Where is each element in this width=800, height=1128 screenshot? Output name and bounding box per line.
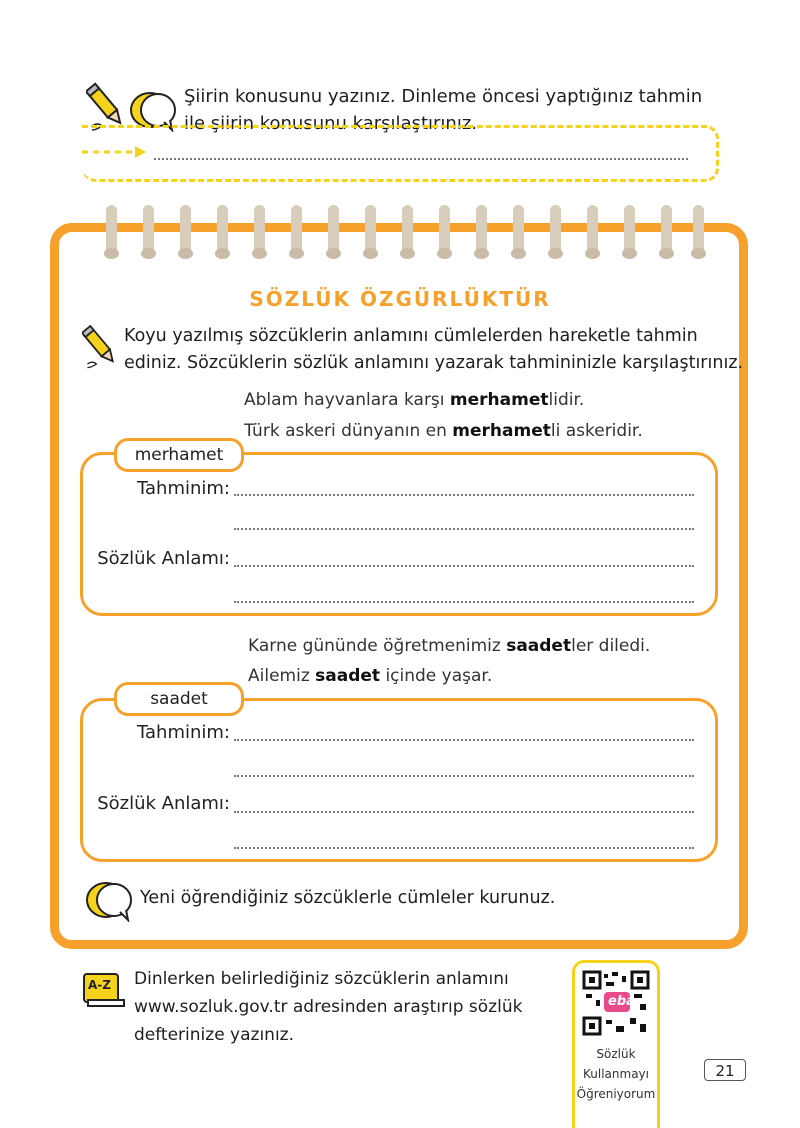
dictionary-line[interactable] — [234, 811, 694, 813]
example-sentence: Ablam hayvanlara karşı merhametlidir. — [244, 390, 585, 410]
guess-line[interactable] — [234, 494, 694, 496]
dictionary-line[interactable] — [234, 847, 694, 849]
pencil-icon — [82, 322, 118, 374]
section-instruction-line1: Koyu yazılmış sözcüklerin anlamını cümlelerden hareketle tahmin — [124, 326, 698, 346]
section-instruction-line2: ediniz. Sözcüklerin sözlük anlamını yazarak tahmininizle karşılaştırınız. — [124, 353, 744, 373]
page-number: 21 — [704, 1059, 746, 1081]
qr-caption-line3: Öğreniyorum — [576, 1087, 656, 1101]
qr-code-icon[interactable]: eba — [582, 970, 650, 1040]
dictionary-label: Sözlük Anlamı: — [97, 793, 230, 814]
top-task-line1: Şiirin konusunu yazınız. Dinleme öncesi yaptığınız tahmin — [184, 86, 703, 107]
word-tag: saadet — [114, 682, 244, 716]
example-sentence: Ailemiz saadet içinde yaşar. — [248, 666, 493, 686]
word-tag: merhamet — [114, 438, 244, 472]
qr-caption-line2: Kullanmayı — [583, 1067, 649, 1081]
guess-line[interactable] — [234, 528, 694, 530]
guess-label: Tahminim: — [137, 722, 230, 743]
guess-line[interactable] — [234, 775, 694, 777]
speech-bubble-icon — [128, 88, 174, 128]
dictionary-book-icon: A-Z — [82, 970, 126, 1012]
footer-line1: Dinlerken belirlediğiniz sözcüklerin anlamını — [134, 969, 509, 989]
answer-frame — [82, 125, 719, 182]
footer-line3: defterinize yazınız. — [134, 1025, 295, 1045]
answer-line[interactable] — [154, 158, 688, 160]
example-sentence: Karne gününde öğretmenimiz saadetler diledi. — [248, 636, 651, 656]
dictionary-label: Sözlük Anlamı: — [97, 548, 230, 569]
guess-label: Tahminim: — [137, 478, 230, 499]
section-title: SÖZLÜK ÖZGÜRLÜKTÜR — [249, 287, 551, 311]
arrow-icon — [80, 144, 150, 164]
guess-line[interactable] — [234, 739, 694, 741]
example-sentence: Türk askeri dünyanın en merhametli askeridir. — [244, 421, 643, 441]
footer-line2: www.sozluk.gov.tr adresinden araştırıp sözlük — [134, 997, 523, 1017]
dictionary-line[interactable] — [234, 601, 694, 603]
top-task-line2: ile şiirin konusunu karşılaştırınız. — [184, 113, 478, 134]
qr-caption-line1: Sözlük — [596, 1047, 636, 1061]
dictionary-line[interactable] — [234, 565, 694, 567]
bottom-task: Yeni öğrendiğiniz sözcüklerle cümleler kurunuz. — [140, 888, 556, 908]
word-box-merhamet — [80, 452, 718, 616]
speech-bubble-icon — [84, 878, 130, 918]
